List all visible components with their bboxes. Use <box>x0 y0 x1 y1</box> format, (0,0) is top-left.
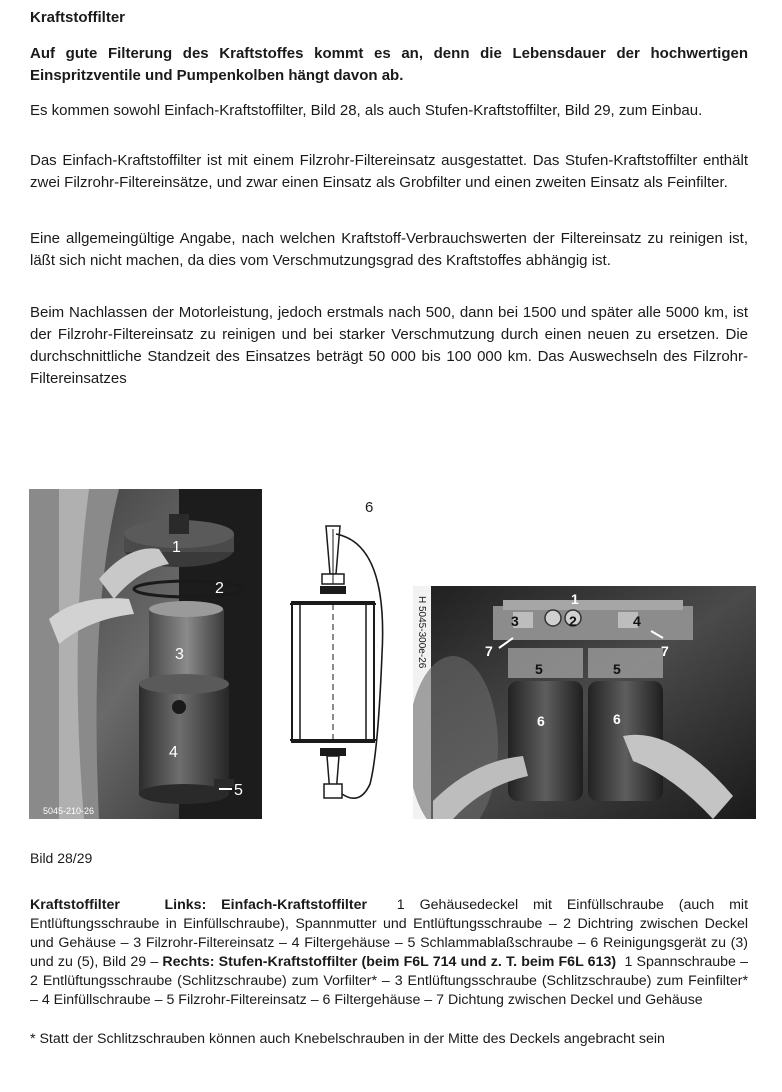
label-4: 4 <box>633 613 641 629</box>
lead-paragraph: Auf gute Filterung des Kraftstoffes kommt es an, denn die Lebensdauer der hochwertigen Einspritzventile und Pumpenkolben hängt davon ab. <box>30 45 748 84</box>
label-5a: 5 <box>535 661 543 677</box>
paragraph-4: Beim Nachlassen der Motorleistung, jedoch erstmals nach 500, dann bei 1500 und später alle 5000 km, ist der Filzrohr-Filtereinsatz zu reinigen und bei starker Verschmutzung durch einen neuen zu ersetzen. Die durchschnittliche Standzeit des Einsatzes beträgt 50 000 bis 100 000 km. Das Auswechseln des Filzrohr-Filtereinsatzes <box>30 304 748 387</box>
label-6b: 6 <box>613 711 621 727</box>
label-3: 3 <box>511 613 519 629</box>
footnote: * Statt der Schlitzschrauben können auch Knebelschrauben in der Mitte des Deckels angebracht sein <box>30 1031 665 1047</box>
label-3: 3 <box>175 646 184 663</box>
section-heading: Kraftstoffilter <box>30 9 126 26</box>
figure-number: Bild 28/29 <box>30 850 93 866</box>
photo-code: 5045-210-26 <box>43 806 95 816</box>
label-5: 5 <box>234 782 243 799</box>
paragraph-1: Es kommen sowohl Einfach-Kraftstoffilter, Bild 28, als auch Stufen-Kraftstoffilter, Bild 29, zum Einbau. <box>30 102 703 119</box>
label-6a: 6 <box>537 713 545 729</box>
single-fuel-filter-photo <box>29 489 262 819</box>
paragraph-2: Das Einfach-Kraftstoffilter ist mit einem Filzrohr-Filtereinsatz ausgestattet. Das Stufen-Kraftstoffilter enthält zwei Filzrohr-Filtereinsätze, und zwar einen Einsatz als Grobfilter und einen zweiten Einsatz als Feinfilter. <box>30 152 748 191</box>
caption-right-text: 1 Spannschraube – 2 Entlüftungsschraube (Schlitzschraube) zum Vorfilter* – 3 Entlüftungsschraube (Schlitzschraube) zum Feinfilter* – 4 Einfüllschraube – 5 Filzrohr-Filtereinsatz – 6 Filtergehäuse – 7 Dichtung zwischen Deckel und Gehäuse <box>30 954 749 1008</box>
label-2: 2 <box>215 580 224 597</box>
label-2: 2 <box>569 613 577 629</box>
label-6: 6 <box>365 499 374 516</box>
code-vertical: H 5045-300e-26 <box>416 596 427 669</box>
label-1: 1 <box>172 539 181 556</box>
figure-caption <box>30 896 748 1010</box>
staged-fuel-filter-photo <box>413 586 756 819</box>
cleaning-device-drawing <box>270 494 398 819</box>
paragraph-3: Eine allgemeingültige Angabe, nach welchen Kraftstoff-Verbrauchswerten der Filtereinsatz zu reinigen ist, läßt sich nicht machen, da dies vom Verschmutzungsgrad des Kraftstoffes abhängig ist. <box>30 230 748 269</box>
label-1: 1 <box>571 591 579 607</box>
caption-title: Kraftstoffilter <box>30 897 120 913</box>
caption-left-title: Links: Einfach-Kraftstoffilter <box>164 897 368 913</box>
label-5b: 5 <box>613 661 621 677</box>
label-4: 4 <box>169 744 178 761</box>
label-7a: 7 <box>485 643 493 659</box>
caption-left-text: 1 Gehäusedeckel mit Einfüllschraube (auch mit Entlüftungsschraube in Einfüllschraube), Spannmutter und Entlüftungsschraube – 2 Dichtring zwischen Deckel und Gehäuse – 3 Filzrohr-Filtereinsatz – 4 Filtergehäuse – 5 Schlammablaßschraube – 6 Reinigungsgerät zu (3) und zu (5), Bild 29 – <box>30 897 749 970</box>
label-7b: 7 <box>661 643 669 659</box>
caption-right-title: Rechts: Stufen-Kraftstoffilter (beim F6L 714 und z. T. beim F6L 613) <box>162 954 617 970</box>
